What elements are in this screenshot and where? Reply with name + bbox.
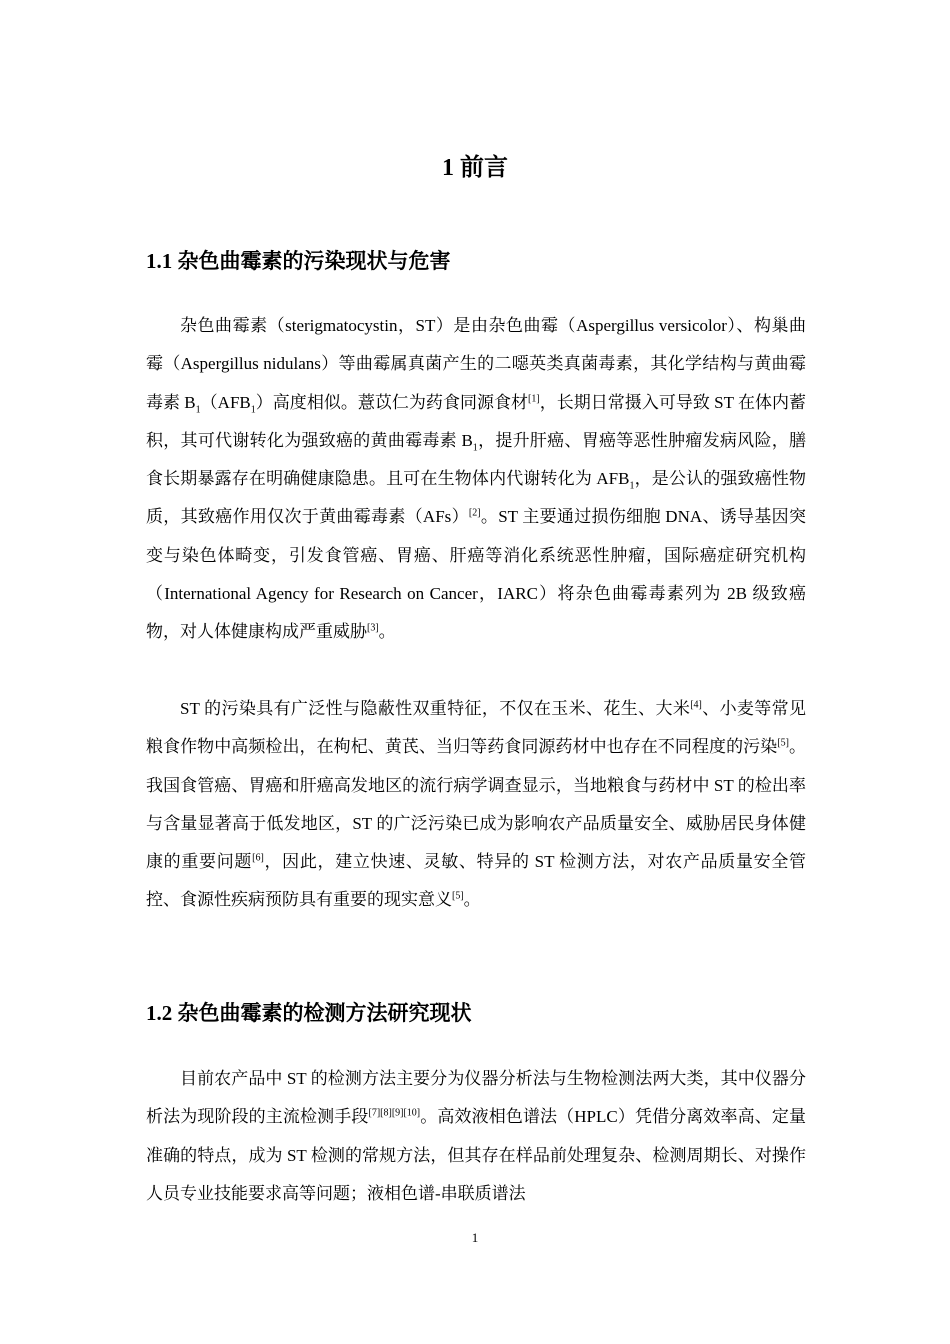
citation-ref: [2] xyxy=(468,507,481,519)
page-number: 1 xyxy=(471,1230,479,1245)
text-run: 杂色曲霉素（sterigmatocystin，ST）是由杂色曲霉（Aspergillus versicolor）、构巢曲霉（Aspergillus nidulans）等曲霉属真菌产生的二噁英类真菌毒素，其化学结构与黄曲霉毒素 B xyxy=(146,316,806,412)
text-run: 。 xyxy=(463,890,481,910)
subscript: 1 xyxy=(472,442,478,454)
text-run: 。ST 主要通过损伤细胞 DNA、诱导基因突变与染色体畸变，引发食管癌、胃癌、肝癌等消化系统恶性肿瘤，国际癌症研究机构（International Agency for Research on Cancer，IARC）将杂色曲霉毒素列为 2B 级致癌物，对人体健康构成严重威胁 xyxy=(146,507,806,642)
citation-ref: [7][8][9][10] xyxy=(368,1107,421,1119)
text-run: 。我国食管癌、胃癌和肝癌高发地区的流行病学调查显示，当地粮食与药材中 ST 的检出率与含量显著高于低发地区，ST 的广泛污染已成为影响农产品质量安全、威胁居民身体健康的重要问题 xyxy=(146,737,806,872)
text-run: ，是公认的强致癌性物质，其致癌作用仅次于黄曲霉毒素（AFs） xyxy=(146,469,807,527)
citation-ref: [4] xyxy=(690,699,702,711)
citation-ref: [5] xyxy=(777,737,789,749)
section-title-1-2: 1.2 杂色曲霉素的检测方法研究现状 xyxy=(146,1001,472,1025)
text-run: 、小麦等常见粮食作物中高频检出，在枸杞、黄芪、当归等药食同源药材中也存在不同程度的污染 xyxy=(146,699,807,757)
citation-ref: [1] xyxy=(528,392,540,404)
subscript: 1 xyxy=(195,403,201,415)
section-title-1-1: 1.1 杂色曲霉素的污染现状与危害 xyxy=(146,249,451,273)
text-run: （AFB xyxy=(200,392,251,412)
paragraph-2 xyxy=(146,690,806,920)
text-run: 目前农产品中 ST 的检测方法主要分为仪器分析法与生物检测法两大类，其中仪器分析法为现阶段的主流检测手段 xyxy=(146,1069,806,1127)
text-run: ，提升肝癌、胃癌等恶性肿瘤发病风险，膳食长期暴露存在明确健康隐患。且可在生物体内代谢转化为 AFB xyxy=(146,430,806,489)
text-run: ，长期日常摄入可导致 ST 在体内蓄积，其可代谢转化为强致癌的黄曲霉毒素 B xyxy=(146,392,806,450)
text-run: 。高效液相色谱法（HPLC）凭借分离效率高、定量准确的特点，成为 ST 检测的常规方法，但其存在样品前处理复杂、检测周期长、对操作人员专业技能要求高等问题；液相色谱-串联质谱法 xyxy=(146,1107,806,1203)
subscript: 1 xyxy=(629,480,635,492)
text-run: 。 xyxy=(378,622,396,642)
subscript: 1 xyxy=(250,403,256,415)
citation-ref: [6] xyxy=(252,852,264,864)
paragraph-1 xyxy=(146,307,806,652)
text-run: ST 的污染具有广泛性与隐蔽性双重特征，不仅在玉米、花生、大米 xyxy=(180,699,691,718)
citation-ref: [5] xyxy=(452,890,464,902)
paragraph-3 xyxy=(146,1060,806,1213)
citation-ref: [3] xyxy=(367,622,379,634)
text-run: ，因此，建立快速、灵敏、特异的 ST 检测方法，对农产品质量安全管控、食源性疾病预防具有重要的现实意义 xyxy=(146,852,807,910)
chapter-title: 1 前言 xyxy=(442,155,508,181)
text-run: ）高度相似。薏苡仁为药食同源食材 xyxy=(255,392,529,412)
